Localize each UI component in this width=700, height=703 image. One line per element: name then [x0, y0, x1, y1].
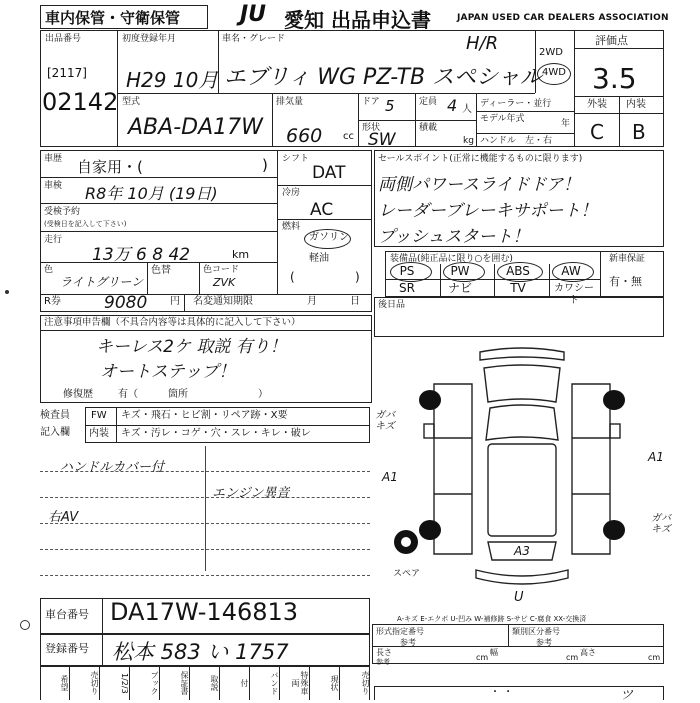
bottom-cell: バンド — [250, 666, 280, 700]
bottom-cell: 特殊車両 — [280, 666, 310, 700]
dealer-label: ディーラー・並行 — [480, 99, 552, 109]
type-value: ABA-DA17W — [128, 115, 263, 140]
diagram-tire-fr — [603, 390, 625, 410]
diagram-note-rear: A3 — [514, 544, 530, 558]
load-label: 積載 — [419, 123, 438, 133]
displacement-value: 660 — [286, 125, 323, 147]
equip-pw: PW — [450, 264, 470, 278]
repair-history-label: 修復歴 — [63, 389, 93, 400]
recycle-label: R券 — [44, 296, 61, 307]
transfer-label: 受検予約 — [44, 207, 81, 217]
fuel-gas: ガソリン — [309, 232, 349, 243]
color-change-label: 色替 — [151, 265, 171, 276]
diagram-front-bumper — [480, 348, 564, 360]
inspector-label-2: 記入欄 — [40, 427, 70, 438]
fuel-paren-open: ( — [290, 270, 295, 284]
mileage-label: 走行 — [44, 235, 63, 245]
shift-value: DAT — [312, 163, 346, 183]
bottom-right-text: ・ ・ — [490, 687, 514, 698]
transfer-note: (受検日を記入して下さい) — [44, 220, 127, 228]
equip-leather: カワシート — [554, 283, 594, 306]
sales-point-2: レーダーブレーキサポート！ — [378, 201, 598, 221]
bottom-cell: 取説 — [190, 666, 220, 700]
first-reg-label: 初度登録年月 — [122, 34, 177, 44]
plate-value: 松本 583 い 1757 — [112, 640, 289, 664]
use-value: 自家用・( — [77, 158, 143, 176]
ju-brand-mark: JU — [240, 2, 267, 27]
model-year-label: モデル年式 — [480, 114, 525, 124]
diagram-windshield — [486, 405, 558, 440]
equip-circle-aw — [552, 262, 594, 282]
car-damage-diagram — [372, 338, 672, 598]
equip-circle-abs — [497, 262, 543, 282]
height-label: 高さ — [580, 648, 596, 657]
equipment-label: 装備品(純正品に限り○を囲む) — [390, 254, 513, 264]
bottom-cell: 売切り — [361, 671, 370, 695]
fuel-label: 燃料 — [282, 222, 301, 232]
recycle-deadline-label: 名変通知期限 — [193, 296, 253, 307]
color-value: ライトグリーン — [60, 275, 144, 289]
repair-history-value: 有（ 箇所 ） — [118, 389, 268, 400]
seats-unit: 人 — [462, 104, 472, 115]
diagram-note-right: A1 — [648, 450, 664, 464]
rating-ext-label: 外装 — [587, 99, 607, 110]
bottom-cell: 現状 — [310, 666, 340, 700]
new-warranty-value: 有・無 — [609, 275, 642, 288]
recycle-month: 月 — [307, 296, 317, 307]
bottom-cells-row — [40, 666, 370, 700]
width-label: 幅 — [490, 648, 498, 657]
rating-label: 評価点 — [595, 34, 628, 47]
recycle-day: 日 — [350, 296, 360, 307]
equip-ps: PS — [399, 264, 415, 278]
equip-aw: AW — [561, 264, 581, 278]
diagram-rear-bumper — [476, 570, 568, 584]
lot-number: 02142 — [42, 88, 119, 116]
drive-4wd-value: 4WD — [542, 67, 566, 78]
color-code-label: 色コード — [203, 265, 240, 275]
diagram-tire-fl — [419, 390, 441, 410]
storage-tag: 車内保管・守衛保管 — [45, 9, 181, 27]
margin-mark-2 — [20, 620, 30, 630]
body-label: 形状 — [362, 123, 381, 133]
equip-navi: ナビ — [447, 281, 472, 295]
inspector-fw-items: キズ・飛石・ヒビ割・リペア跡・X要 — [121, 410, 288, 421]
seats-value: 4 — [447, 96, 458, 115]
chassis-value: DA17W-146813 — [110, 598, 299, 626]
equip-sr: SR — [399, 281, 415, 295]
notes-label: 注意事項申告欄（不具合内容等は具体的に記入して下さい） — [44, 317, 301, 328]
drive-2wd-label: 2WD — [539, 47, 563, 58]
after-items-frame — [374, 297, 664, 337]
margin-mark-1 — [5, 290, 9, 294]
plate-label: 登録番号 — [45, 642, 89, 655]
shaken-value: R8年 10月 (19日) — [85, 184, 218, 203]
rating-int-label: 内装 — [626, 99, 646, 110]
first-reg-value: H29 10月 — [126, 68, 219, 92]
seats-label: 定員 — [419, 97, 438, 107]
recycle-unit: 円 — [170, 296, 180, 307]
equip-circle-ps — [390, 262, 432, 282]
handle-label: ハンドル 左・右 — [480, 136, 553, 146]
rating-score: 3.5 — [592, 62, 637, 95]
inspector-inner-items: キズ・汚レ・コゲ・穴・スレ・キレ・破レ — [121, 428, 311, 439]
diagram-tire-rl — [419, 520, 441, 540]
color-code-value: ZVK — [213, 276, 236, 289]
mileage-value: 13万 6 8 42 — [92, 245, 191, 265]
height-cm: cm — [648, 653, 661, 662]
use-close: ) — [262, 156, 268, 174]
lot-bracket-number: [2117] — [47, 66, 87, 80]
displacement-label: 排気量 — [276, 97, 304, 107]
model-name-label: 車名・グレード — [222, 34, 286, 44]
diagram-note-bottom: U — [514, 590, 524, 605]
use-label: 車歴 — [44, 154, 63, 164]
inspector-label-1: 検査員 — [40, 410, 70, 421]
new-warranty-label: 新車保証 — [609, 254, 646, 264]
inspector-note-1: ハンドルカバー付 — [60, 460, 165, 475]
diagram-spare-label: スペア — [393, 569, 421, 579]
length-label: 長さ — [376, 648, 392, 657]
recycle-value: 9080 — [104, 293, 148, 313]
after-items-label: 後日品 — [378, 300, 406, 310]
aircon-value: AC — [310, 200, 334, 220]
diagram-roof — [488, 444, 556, 536]
mileage-unit: km — [232, 248, 250, 261]
fuel-diesel: 軽油 — [309, 253, 329, 264]
rating-ext: C — [590, 120, 604, 144]
type-label: 型式 — [122, 97, 141, 107]
diagram-note-bottom-right: ガバ キズ — [651, 513, 671, 535]
bottom-cell: 保証書 — [160, 666, 190, 700]
sales-points-label: セールスポイント(正常に機能するものに限ります) — [378, 154, 583, 164]
inspector-note-2: エンジン異音 — [212, 486, 290, 501]
body-value: SW — [368, 130, 396, 150]
bottom-cell: 売切り — [70, 666, 100, 700]
doors-value: 5 — [385, 97, 395, 115]
sales-point-3: プッシュスタート！ — [378, 227, 530, 247]
equip-circle-pw — [443, 262, 485, 282]
formal-label: 形式指定番号 — [376, 627, 424, 636]
width-cm: cm — [566, 653, 579, 662]
load-unit: kg — [463, 136, 474, 146]
class-label: 類別区分番号 — [512, 627, 560, 636]
chassis-label: 車台番号 — [45, 608, 89, 621]
footer-note: ツ — [620, 688, 634, 703]
damage-legend: A-キズ E-エクボ U-凹み W-補修跡 S-サビ C-腐食 XX-交換済 — [397, 615, 587, 623]
hr-mark: H/R — [466, 33, 499, 54]
diagram-note-left: A1 — [382, 470, 398, 484]
formal-ref-2: 参考 — [536, 638, 552, 647]
inspector-note-3: 右AV — [48, 510, 79, 525]
formal-ref-1: 参考 — [400, 638, 416, 647]
displacement-unit: cc — [343, 131, 354, 142]
form-title-english: JAPAN USED CAR DEALERS ASSOCIATION — [457, 13, 669, 23]
bottom-cell: 1/2/3 — [100, 666, 130, 700]
diagram-hood — [484, 365, 560, 402]
diagram-tire-rr — [603, 520, 625, 540]
notes-line-1: キーレス2ケ 取説 有り！ — [96, 337, 287, 357]
rating-int: B — [632, 120, 646, 144]
color-label: 色 — [44, 265, 54, 275]
year-unit: 年 — [561, 119, 571, 129]
model-grade-value: エブリィ WG PZ-TB スペシャル — [224, 65, 542, 90]
notes-line-2: オートステップ！ — [100, 362, 236, 382]
equip-abs: ABS — [506, 264, 530, 278]
form-title: 愛知 出品申込書 — [284, 8, 431, 32]
note-divider-vertical — [205, 446, 206, 571]
shift-label: シフト — [282, 154, 310, 164]
sales-point-1: 両側パワースライドドア！ — [378, 175, 581, 195]
bottom-cell: ブック — [130, 666, 160, 700]
inspector-inner: 内装 — [89, 428, 109, 439]
equip-tv: TV — [510, 281, 526, 295]
inspector-fw: FW — [91, 410, 107, 421]
lot-label: 出品番号 — [45, 34, 82, 44]
bottom-cell: 希望 — [40, 666, 70, 700]
diagram-note-top-left: ガバ キズ — [375, 410, 395, 432]
formal-ref-3: 参考 — [376, 658, 390, 666]
length-cm: cm — [476, 653, 489, 662]
aircon-label: 冷房 — [282, 188, 301, 198]
fuel-paren-close: ) — [355, 270, 360, 284]
shaken-label: 車検 — [44, 181, 63, 191]
bottom-cell: 付 — [220, 666, 250, 700]
doors-label: ドア — [362, 97, 380, 107]
